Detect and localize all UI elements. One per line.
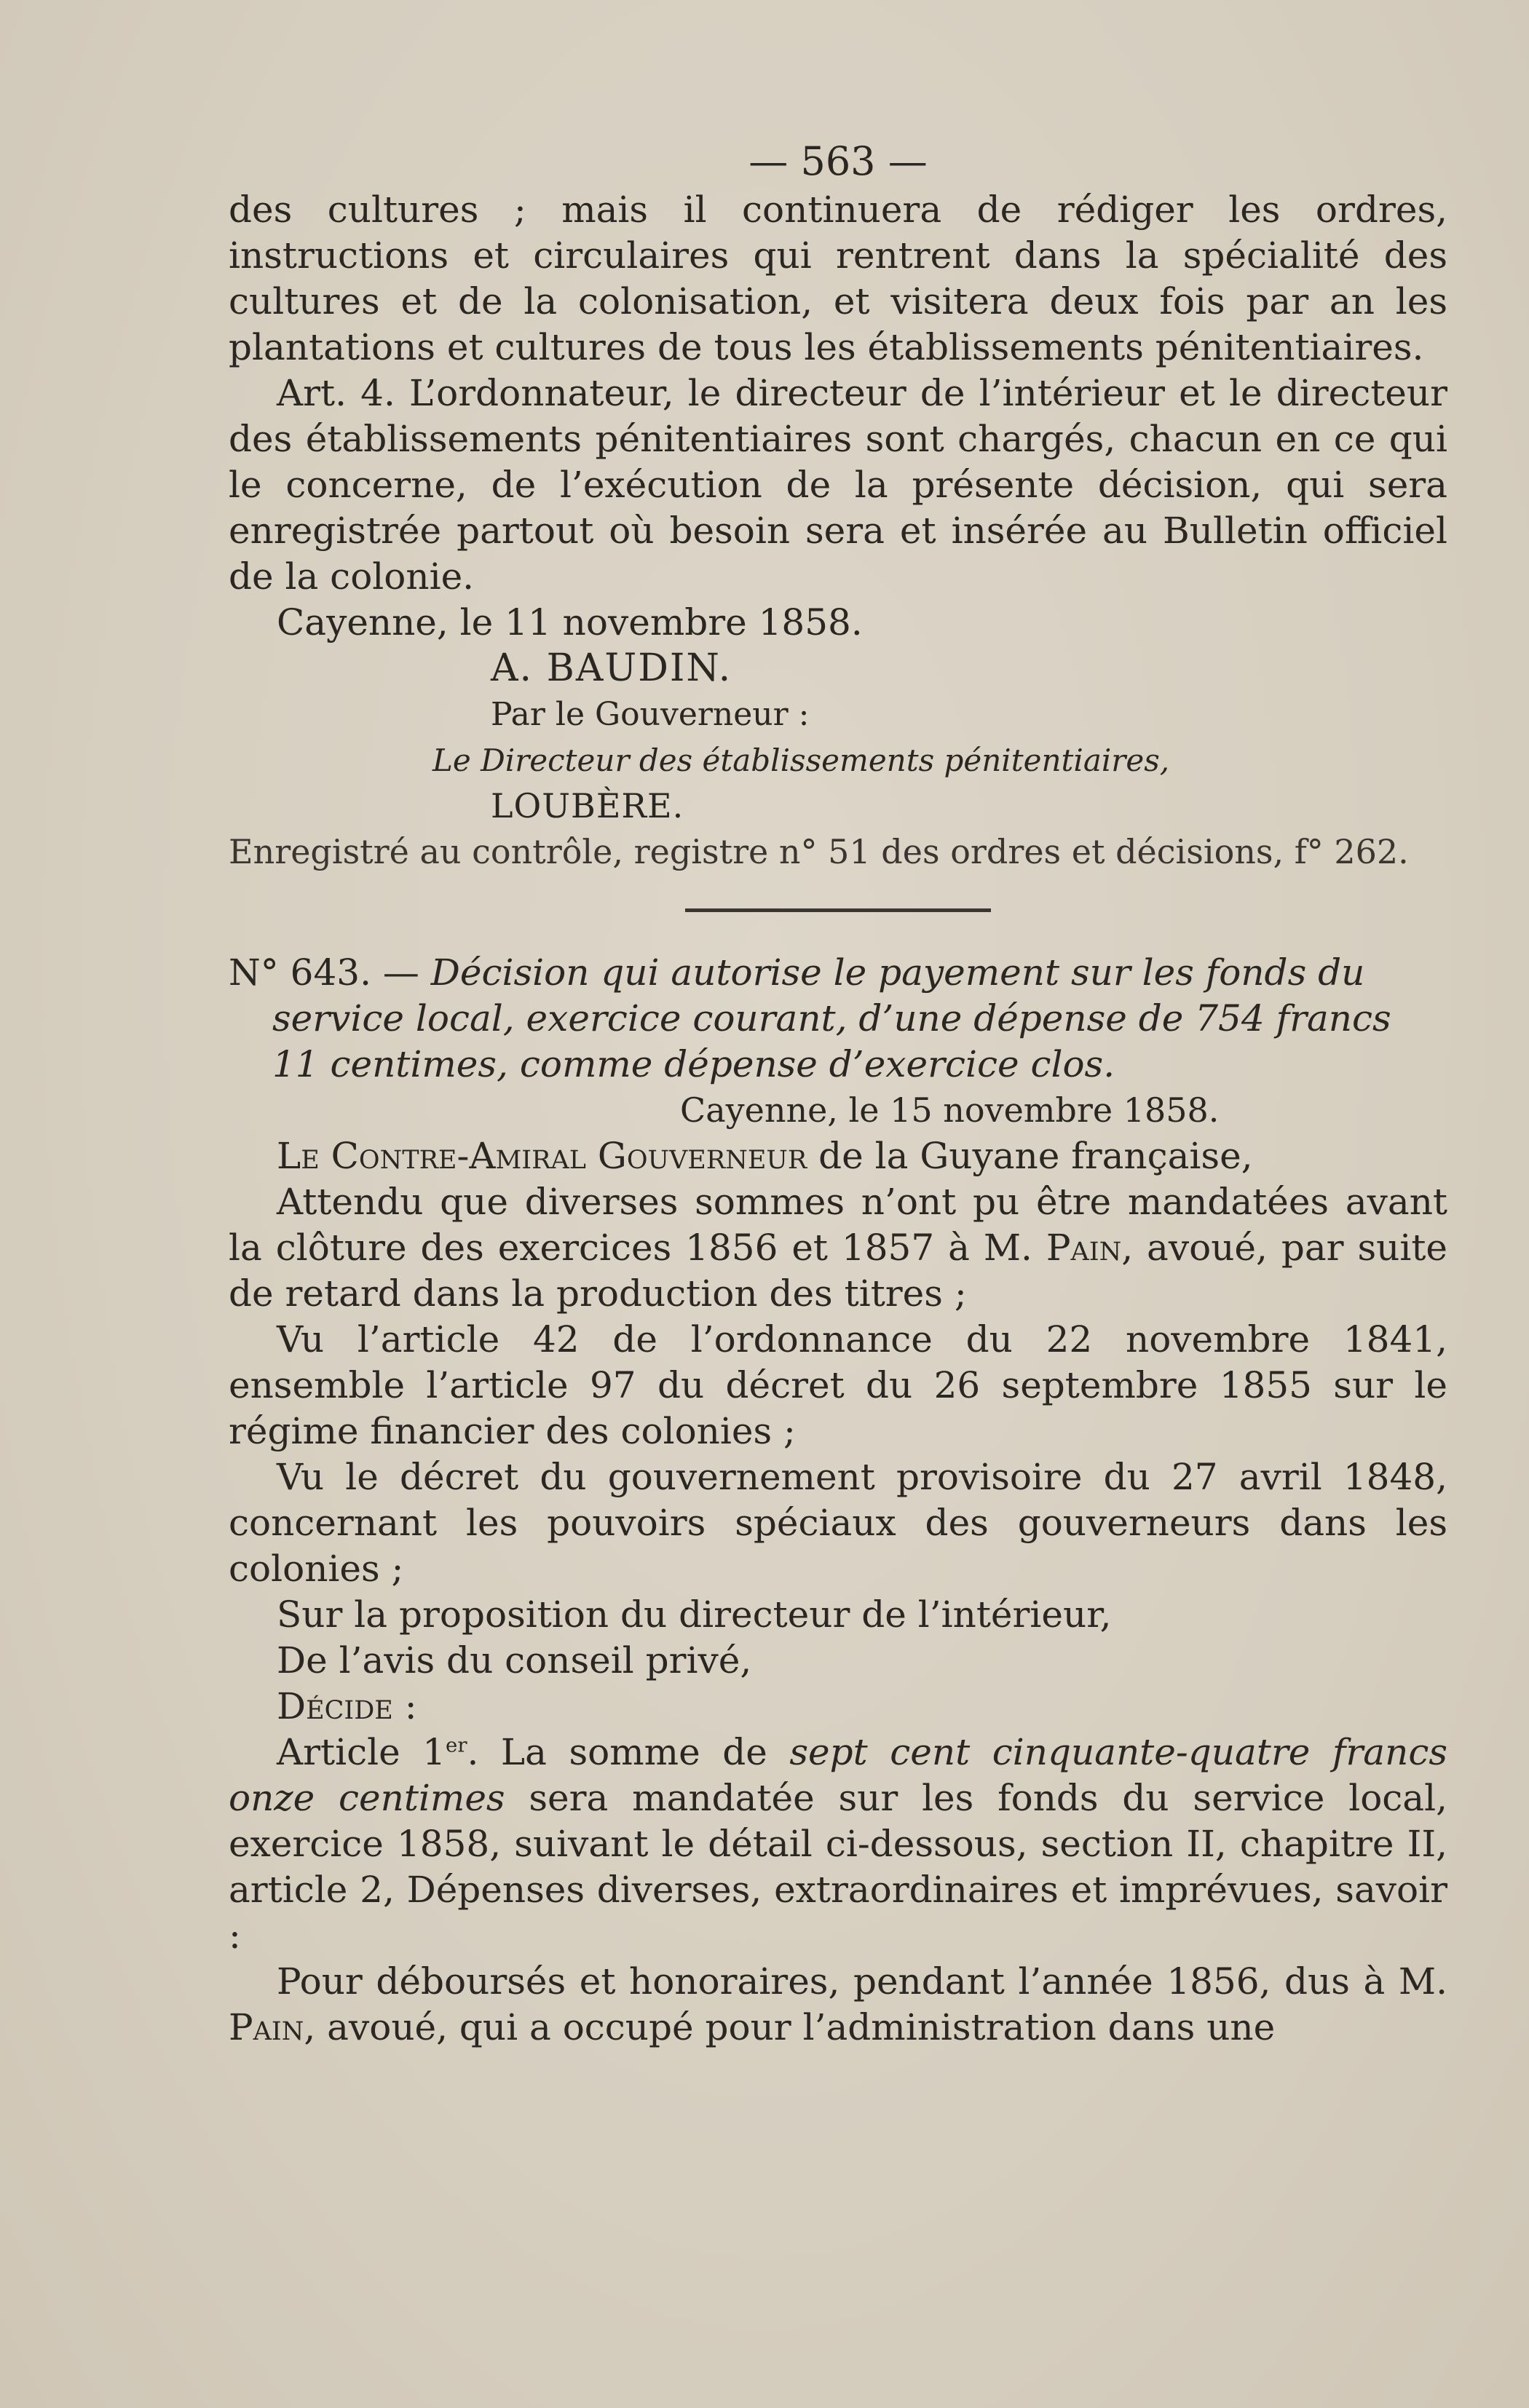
section-divider xyxy=(685,908,991,912)
directeur-title: Le Directeur des établissements pénitentiaires, xyxy=(432,742,1170,778)
vu-paragraph-1: Vu l’article 42 de l’ordonnance du 22 novembre 1841, ensemble l’article 97 du décret du 26 septembre 1855 sur le régime financier des colonies ; xyxy=(229,1318,1447,1452)
art1-amount: sept cent cinquante-quatre francs onze centimes xyxy=(229,1731,1447,1819)
decide-label: Décide : xyxy=(277,1685,417,1727)
preamble-title: Le Contre-Amiral Gouverneur xyxy=(277,1135,807,1177)
signature-loubere: LOUBÈRE. xyxy=(491,786,684,825)
name-pain: Pain xyxy=(1046,1227,1122,1269)
par-le-gouverneur: Par le Gouverneur : xyxy=(491,696,810,733)
avis-conseil: De l’avis du conseil privé, xyxy=(277,1639,752,1682)
signature-baudin: A. BAUDIN. xyxy=(491,646,732,690)
article-1 xyxy=(229,1730,1447,1959)
date-line: Cayenne, le 11 novembre 1858. xyxy=(277,601,863,643)
decision-date: Cayenne, le 15 novembre 1858. xyxy=(680,1090,1220,1130)
art1-sup: er xyxy=(446,1733,467,1757)
decision-number: N° 643. — xyxy=(229,951,419,994)
preamble xyxy=(229,1133,1447,1179)
decision-title-1: Décision qui autorise le payement sur les fonds du xyxy=(430,951,1365,994)
paragraph-continuation: des cultures ; mais il continuera de rédiger les ordres, instructions et circulaires qui rentrent dans la spécialité des cultures et de la colonisation, et visitera deux fois par an les plantations et cultures de tous les établissements pénitentiaires. xyxy=(229,189,1447,368)
attendu-paragraph xyxy=(229,1179,1447,1317)
art1-text-c: sera mandatée sur les fonds du service local, exercice 1858, suivant le détail ci-dessous, section II, chapitre II, article 2, Dépenses diverses, extraordinaires et imprévues, savoir : xyxy=(229,1777,1447,1957)
art1-label: Article 1 xyxy=(277,1731,446,1773)
art1-text-b: . La somme de xyxy=(467,1731,790,1773)
decision-title-3: 11 centimes, comme dépense d’exercice clos. xyxy=(272,1043,1115,1085)
attendu-text-b: , avoué, par suite de retard dans la production des titres ; xyxy=(229,1227,1447,1315)
registration-note: Enregistré au contrôle, registre n° 51 des ordres et décisions, f° 262. xyxy=(229,832,1409,871)
attendu-text-a: Attendu que diverses sommes n’ont pu être mandatées avant la clôture des exercices 1856 et 1857 à M. xyxy=(229,1181,1447,1269)
vu-paragraph-2: Vu le décret du gouvernement provisoire du 27 avril 1848, concernant les pouvoirs spéciaux des gouverneurs dans les colonies ; xyxy=(229,1456,1447,1590)
pour-paragraph xyxy=(229,1959,1447,2051)
sur-proposition: Sur la proposition du directeur de l’intérieur, xyxy=(277,1593,1112,1636)
article-4: Art. 4. L’ordonnateur, le directeur de l’intérieur et le directeur des établissements pénitentiaires sont chargés, chacun en ce qui le concerne, de l’exécution de la présente décision, qui sera enregistrée partout où besoin sera et insérée au Bulletin officiel de la colonie. xyxy=(229,372,1447,598)
name-pain-2: Pain xyxy=(229,2006,304,2048)
page-number: — 563 — xyxy=(748,138,928,184)
preamble-rest: de la Guyane française, xyxy=(807,1135,1253,1177)
decision-heading xyxy=(229,950,1447,1088)
pour-text-a: Pour déboursés et honoraires, pendant l’année 1856, dus à M. xyxy=(277,1960,1447,2003)
text-column xyxy=(229,138,1447,2051)
pour-text-b: , avoué, qui a occupé pour l’administration dans une xyxy=(304,2006,1276,2048)
decision-title-2: service local, exercice courant, d’une dépense de 754 francs xyxy=(272,997,1391,1039)
